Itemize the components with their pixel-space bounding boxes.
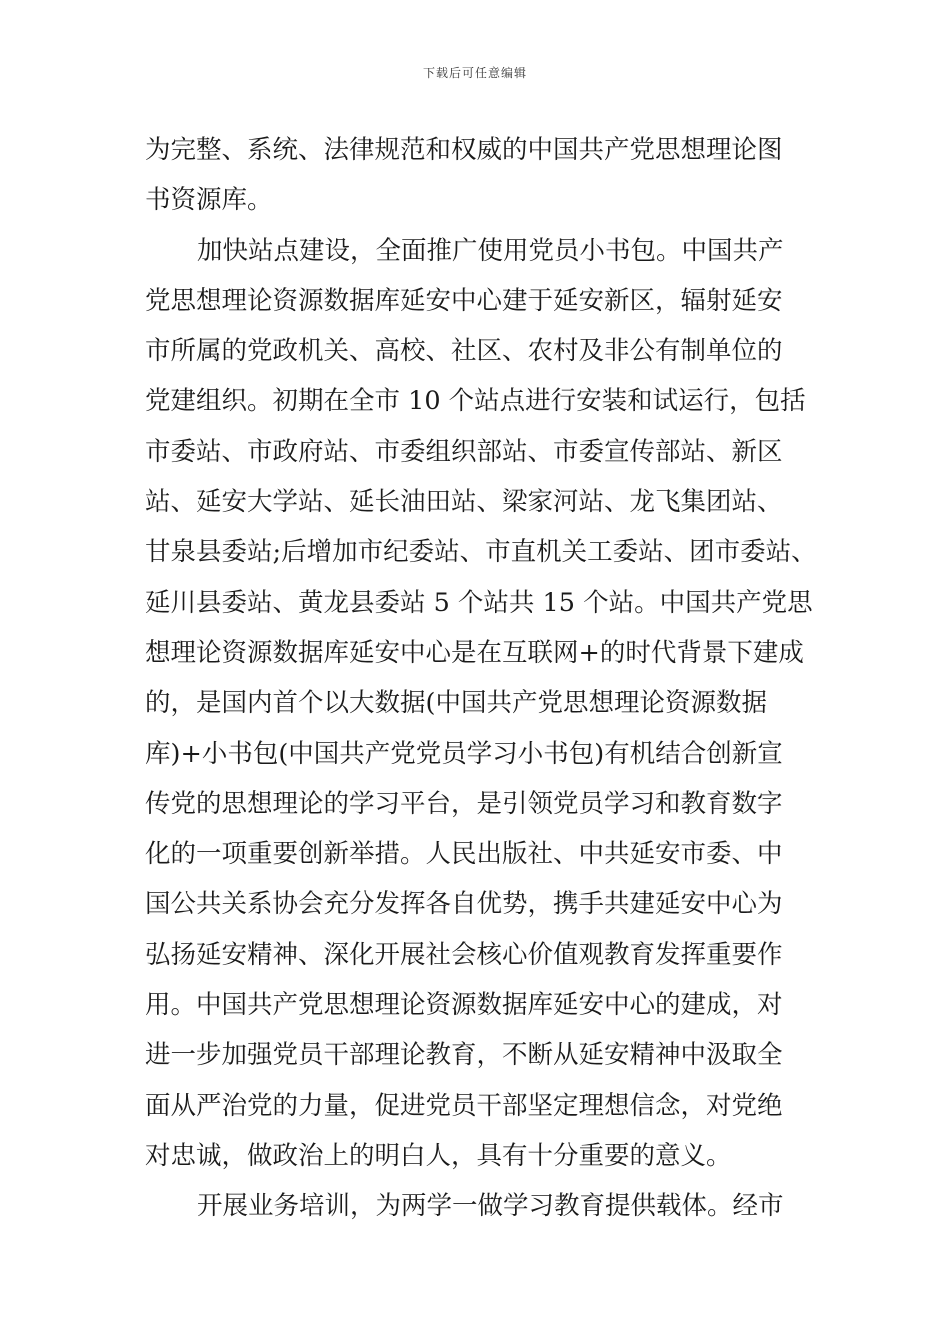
text-line: 开展业务培训，为两学一做学习教育提供载体。经市 <box>197 1191 784 1222</box>
text-line: 站、延安大学站、延长油田站、梁家河站、龙飞集团站、 <box>145 487 783 518</box>
text-line: 为完整、系统、法律规范和权威的中国共产党思想理论图 <box>145 135 783 165</box>
text-line: 化的一项重要创新举措。人民出版社、中共延安市委、中 <box>145 839 783 870</box>
text-line: 书资源库。 <box>145 185 273 216</box>
text-line: 市委站、市政府站、市委组织部站、市委宣传部站、新区 <box>145 436 783 467</box>
text-line: 市所属的党政机关、高校、社区、农村及非公有制单位的 <box>145 336 783 367</box>
text-line: 国公共关系协会充分发挥各自优势，携手共建延安中心为 <box>145 889 783 920</box>
text-line: 弘扬延安精神、深化开展社会核心价值观教育发挥重要作 <box>145 939 783 970</box>
text-line: 党建组织。初期在全市 10 个站点进行安装和试运行，包括 <box>145 386 806 417</box>
text-line: 加快站点建设，全面推广使用党员小书包。中国共产 <box>197 235 784 266</box>
text-line: 延川县委站、黄龙县委站 5 个站共 15 个站。中国共产党思 <box>145 587 813 618</box>
text-line: 用。中国共产党思想理论资源数据库延安中心的建成，对 <box>145 990 783 1021</box>
text-line: 库)+小书包(中国共产党党员学习小书包)有机结合创新宣 <box>145 738 783 769</box>
text-line: 想理论资源数据库延安中心是在互联网+的时代背景下建成 <box>145 637 804 668</box>
text-line: 传党的思想理论的学习平台，是引领党员学习和教育数字 <box>145 788 783 819</box>
document-body <box>145 125 817 1232</box>
page-header-note: 下载后可任意编辑 <box>422 66 527 80</box>
text-line: 进一步加强党员干部理论教育，不断从延安精神中汲取全 <box>145 1040 783 1071</box>
text-line: 党思想理论资源数据库延安中心建于延安新区，辐射延安 <box>145 285 783 316</box>
text-line: 甘泉县委站;后增加市纪委站、市直机关工委站、团市委站、 <box>145 537 817 568</box>
text-line: 的，是国内首个以大数据(中国共产党思想理论资源数据 <box>145 688 767 719</box>
text-line: 面从严治党的力量，促进党员干部坚定理想信念，对党绝 <box>145 1090 783 1121</box>
text-line: 对忠诚，做政治上的明白人，具有十分重要的意义。 <box>145 1140 732 1171</box>
